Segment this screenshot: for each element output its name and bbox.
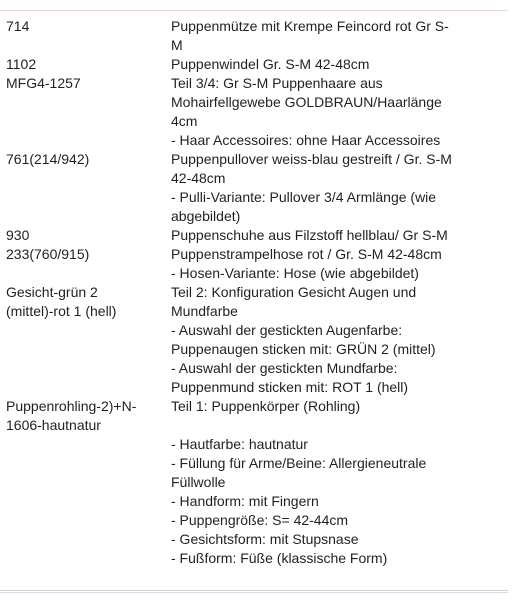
item-description-line: - Haar Accessoires: ohne Haar Accessoires [171,132,441,148]
item-code-line: 1102 [6,56,37,72]
item-code-line: 233(760/915) [6,246,90,262]
item-code-line: 761(214/942) [6,151,90,167]
item-description-line: - Füllung für Arme/Beine: Allergieneutrale [171,455,427,471]
item-description-cell [164,397,514,568]
item-code-cell [0,397,164,568]
item-description-line: Puppenmütze mit Krempe Feincord rot Gr S- [171,18,449,34]
item-code-cell [0,150,164,226]
table-row [0,150,514,226]
item-description-cell [164,150,514,226]
item-code-line: 1606-hautnatur [6,417,101,433]
item-description-line: Puppenwindel Gr. S-M 42-48cm [171,56,370,72]
item-description-line: 42-48cm [171,170,226,186]
item-description-line: - Fußform: Füße (klassische Form) [171,550,388,566]
table-rows [0,17,514,568]
table-bottom-divider [0,590,508,591]
item-description-line: Puppenaugen sticken mit: GRÜN 2 (mittel) [171,341,436,357]
item-description-line: Mundfarbe [171,303,238,319]
item-code-line: MFG4-1257 [6,75,81,91]
table-bottom-divider [0,592,508,593]
item-description-cell [164,17,514,55]
item-description-line: - Gesichtsform: mit Stupsnase [171,531,359,547]
item-description-line: Puppenstrampelhose rot / Gr. S-M 42-48cm [171,246,442,262]
item-description-line: Teil 2: Konfiguration Gesicht Augen und [171,284,417,300]
item-description-line: Füllwolle [171,474,226,490]
item-code-line: Puppenrohling-2)+N- [6,398,137,414]
item-description-cell [164,283,514,397]
item-code-line: 930 [6,227,30,243]
item-description-line: - Pulli-Variante: Pullover 3/4 Armlänge (wie [171,189,437,205]
item-description-line: abgebildet) [171,208,241,224]
table-top-divider [0,10,508,11]
item-description-line: - Auswahl der gestickten Augenfarbe: [171,322,403,338]
item-code-line: 714 [6,18,30,34]
item-description-line: Mohairfellgewebe GOLDBRAUN/Haarlänge [171,94,442,110]
item-description-line: M [171,37,183,53]
item-code-cell [0,226,164,283]
item-description-line: Teil 3/4: Gr S-M Puppenhaare aus [171,75,383,91]
item-code-line: Gesicht-grün 2 [6,284,98,300]
item-code-cell [0,55,164,150]
blank-line [171,416,514,435]
item-description-line: 4cm [171,113,198,129]
table-row [0,55,514,150]
item-description-line: Puppenpullover weiss-blau gestreift / Gr. S-M [171,151,452,167]
item-description-line: - Puppengröße: S= 42-44cm [171,512,349,528]
item-description-cell [164,226,514,283]
item-description-line: - Hautfarbe: hautnatur [171,436,308,452]
item-description-line: Puppenmund sticken mit: ROT 1 (hell) [171,379,409,395]
item-description-line: Teil 1: Puppenkörper (Rohling) [171,398,361,414]
item-description-line: - Hosen-Variante: Hose (wie abgebildet) [171,265,419,281]
table-row [0,226,514,283]
item-description-line: - Auswahl der gestickten Mundfarbe: [171,360,398,376]
item-code-cell [0,283,164,397]
item-code-cell [0,17,164,55]
item-description-line: - Handform: mit Fingern [171,493,319,509]
table-row [0,283,514,397]
table-row [0,397,514,568]
item-description-line: Puppenschuhe aus Filzstoff hellblau/ Gr S-M [171,227,448,243]
table-row [0,17,514,55]
item-description-cell [164,55,514,150]
item-code-line: (mittel)-rot 1 (hell) [6,303,117,319]
